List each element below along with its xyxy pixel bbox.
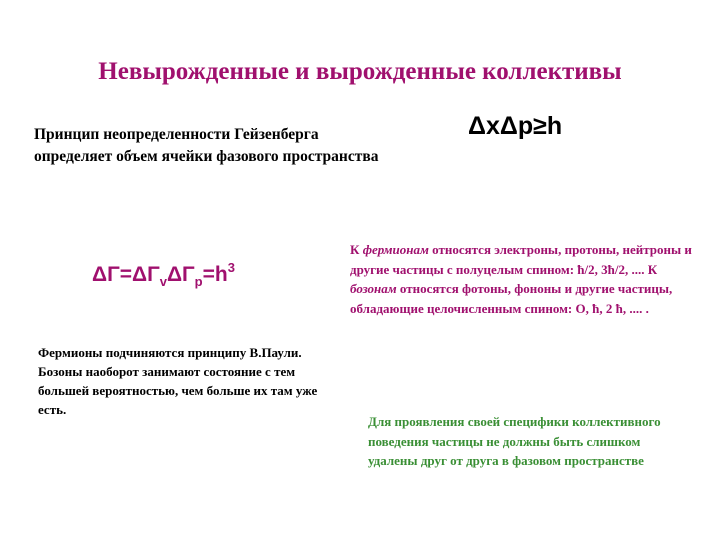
classes-part-2: относятся электроны, протоны, нейтроны и другие частицы с полуцелым спином: ħ/2, 3ħ/2, .... К bbox=[350, 242, 692, 277]
phase-cell-formula bbox=[92, 260, 235, 289]
principle-text: Принцип неопределенности Гейзенберга определяет объем ячейки фазового пространства bbox=[34, 126, 379, 165]
formula-mid: ΔΓ bbox=[166, 263, 195, 286]
slide-title: Невырожденные и вырожденные коллективы bbox=[98, 58, 622, 85]
fermions-word: фермионам bbox=[362, 242, 429, 257]
classes-part-1: К bbox=[350, 242, 363, 257]
collective-behavior-text: Для проявления своей специфики коллективного поведения частицы не должны быть слишком удалены друг от друга в фазовом пространстве bbox=[368, 414, 661, 468]
formula-subscript-v: v bbox=[159, 274, 167, 289]
particle-classes-text bbox=[350, 240, 700, 318]
formula-superscript: 3 bbox=[227, 260, 235, 275]
formula-rhs: =h bbox=[202, 263, 228, 286]
classes-part-3: относятся фотоны, фононы и другие частицы, обладающие целочисленным спином: O, ħ, 2 ħ, .... . bbox=[350, 281, 673, 316]
bosons-word: бозонам bbox=[350, 281, 397, 296]
fermions-bosons-text: Фермионы подчиняются принципу В.Паули. Бозоны наоборот занимают состояние с тем большей вероятностью, чем больше их там уже есть. bbox=[38, 345, 318, 417]
uncertainty-relation: ΔxΔp≥h bbox=[468, 112, 563, 140]
formula-subscript-p: p bbox=[194, 274, 203, 289]
formula-lhs: ΔΓ=ΔΓ bbox=[92, 263, 160, 286]
